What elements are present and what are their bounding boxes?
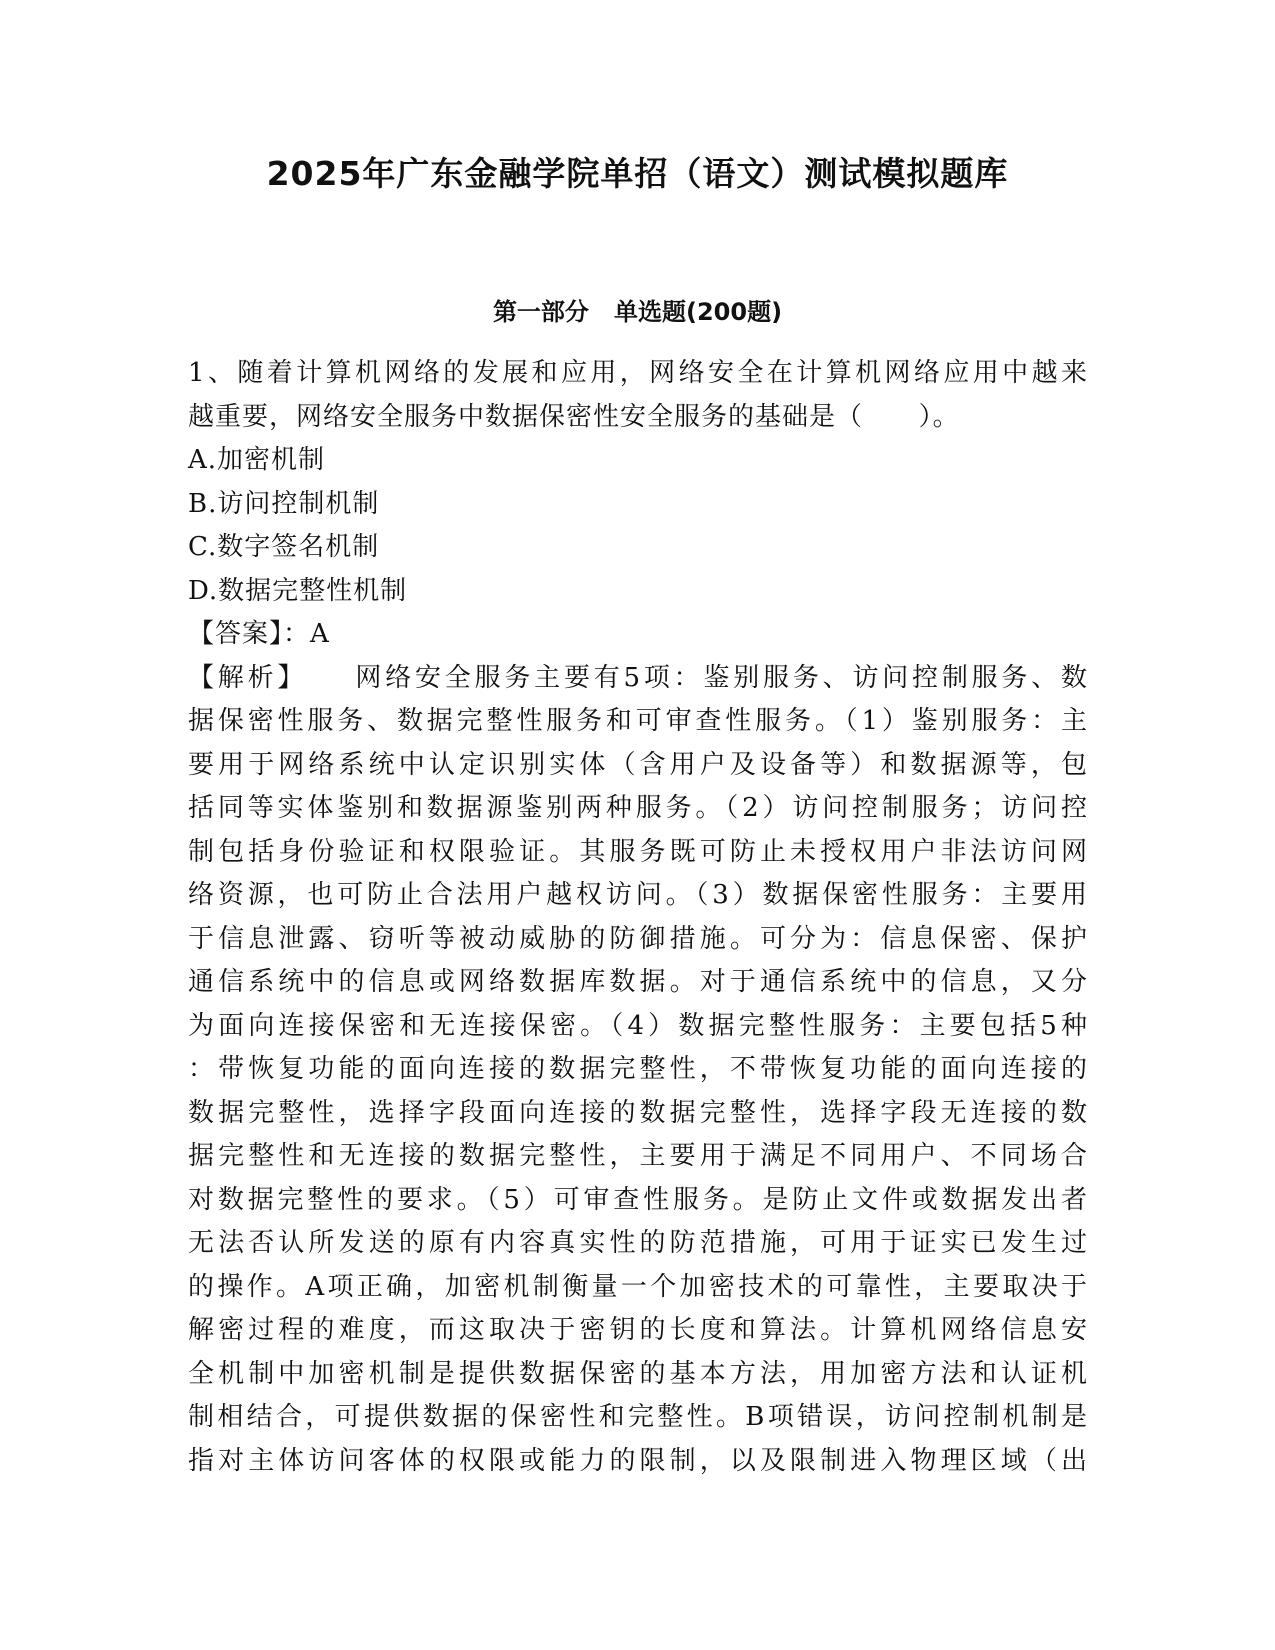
analysis-line: 于信息泄露、窃听等被动威胁的防御措施。可分为：信息保密、保护 bbox=[188, 923, 1088, 954]
analysis-line: 的操作。A项正确，加密机制衡量一个加密技术的可靠性，主要取决于 bbox=[188, 1271, 1088, 1302]
question-stem-line: 越重要，网络安全服务中数据保密性安全服务的基础是（ ）。 bbox=[188, 401, 960, 432]
document-title: 2025年广东金融学院单招（语文）测试模拟题库 bbox=[266, 154, 1009, 193]
section-title: 第一部分 单选题(200题) bbox=[492, 298, 783, 326]
analysis-line: 制包括身份验证和权限验证。其服务既可防止未授权用户非法访问网 bbox=[188, 836, 1088, 867]
answer-line: 【答案】：A bbox=[188, 619, 330, 649]
question-block bbox=[188, 352, 1088, 1483]
option-b: B.访问控制机制 bbox=[188, 488, 380, 519]
analysis-line: 对数据完整性的要求。（5）可审查性服务。是防止文件或数据发出者 bbox=[188, 1184, 1088, 1215]
analysis-line: 【解析】 网络安全服务主要有5项：鉴别服务、访问控制服务、数 bbox=[188, 662, 1088, 693]
analysis-line: 无法否认所发送的原有内容真实性的防范措施，可用于证实已发生过 bbox=[188, 1228, 1088, 1258]
analysis-line: 解密过程的难度，而这取决于密钥的长度和算法。计算机网络信息安 bbox=[188, 1315, 1088, 1345]
analysis-line: 括同等实体鉴别和数据源鉴别两种服务。（2）访问控制服务；访问控 bbox=[188, 793, 1088, 823]
analysis-line: 据完整性和无连接的数据完整性，主要用于满足不同用户、不同场合 bbox=[188, 1141, 1088, 1171]
analysis-line: 据保密性服务、数据完整性服务和可审查性服务。（1）鉴别服务：主 bbox=[188, 706, 1088, 736]
analysis-line: 为面向连接保密和无连接保密。（4）数据完整性服务：主要包括5种 bbox=[188, 1010, 1088, 1041]
analysis-line: 通信系统中的信息或网络数据库数据。对于通信系统中的信息，又分 bbox=[188, 967, 1088, 997]
analysis-line: 数据完整性，选择字段面向连接的数据完整性，选择字段无连接的数 bbox=[188, 1097, 1088, 1128]
option-a: A.加密机制 bbox=[188, 445, 326, 475]
option-d: D.数据完整性机制 bbox=[188, 575, 408, 606]
analysis-line: 要用于网络系统中认定识别实体（含用户及设备等）和数据源等，包 bbox=[188, 749, 1088, 780]
analysis-line: ：带恢复功能的面向连接的数据完整性，不带恢复功能的面向连接的 bbox=[188, 1054, 1088, 1084]
analysis-line: 全机制中加密机制是提供数据保密的基本方法，用加密方法和认证机 bbox=[188, 1358, 1088, 1389]
analysis-line: 络资源，也可防止合法用户越权访问。（3）数据保密性服务：主要用 bbox=[188, 880, 1088, 910]
question-stem-line: 1、随着计算机网络的发展和应用，网络安全在计算机网络应用中越来 bbox=[188, 358, 1088, 388]
analysis-line: 指对主体访问客体的权限或能力的限制，以及限制进入物理区域（出 bbox=[188, 1445, 1088, 1476]
option-c: C.数字签名机制 bbox=[188, 532, 380, 562]
analysis-line: 制相结合，可提供数据的保密性和完整性。B项错误，访问控制机制是 bbox=[188, 1402, 1088, 1432]
